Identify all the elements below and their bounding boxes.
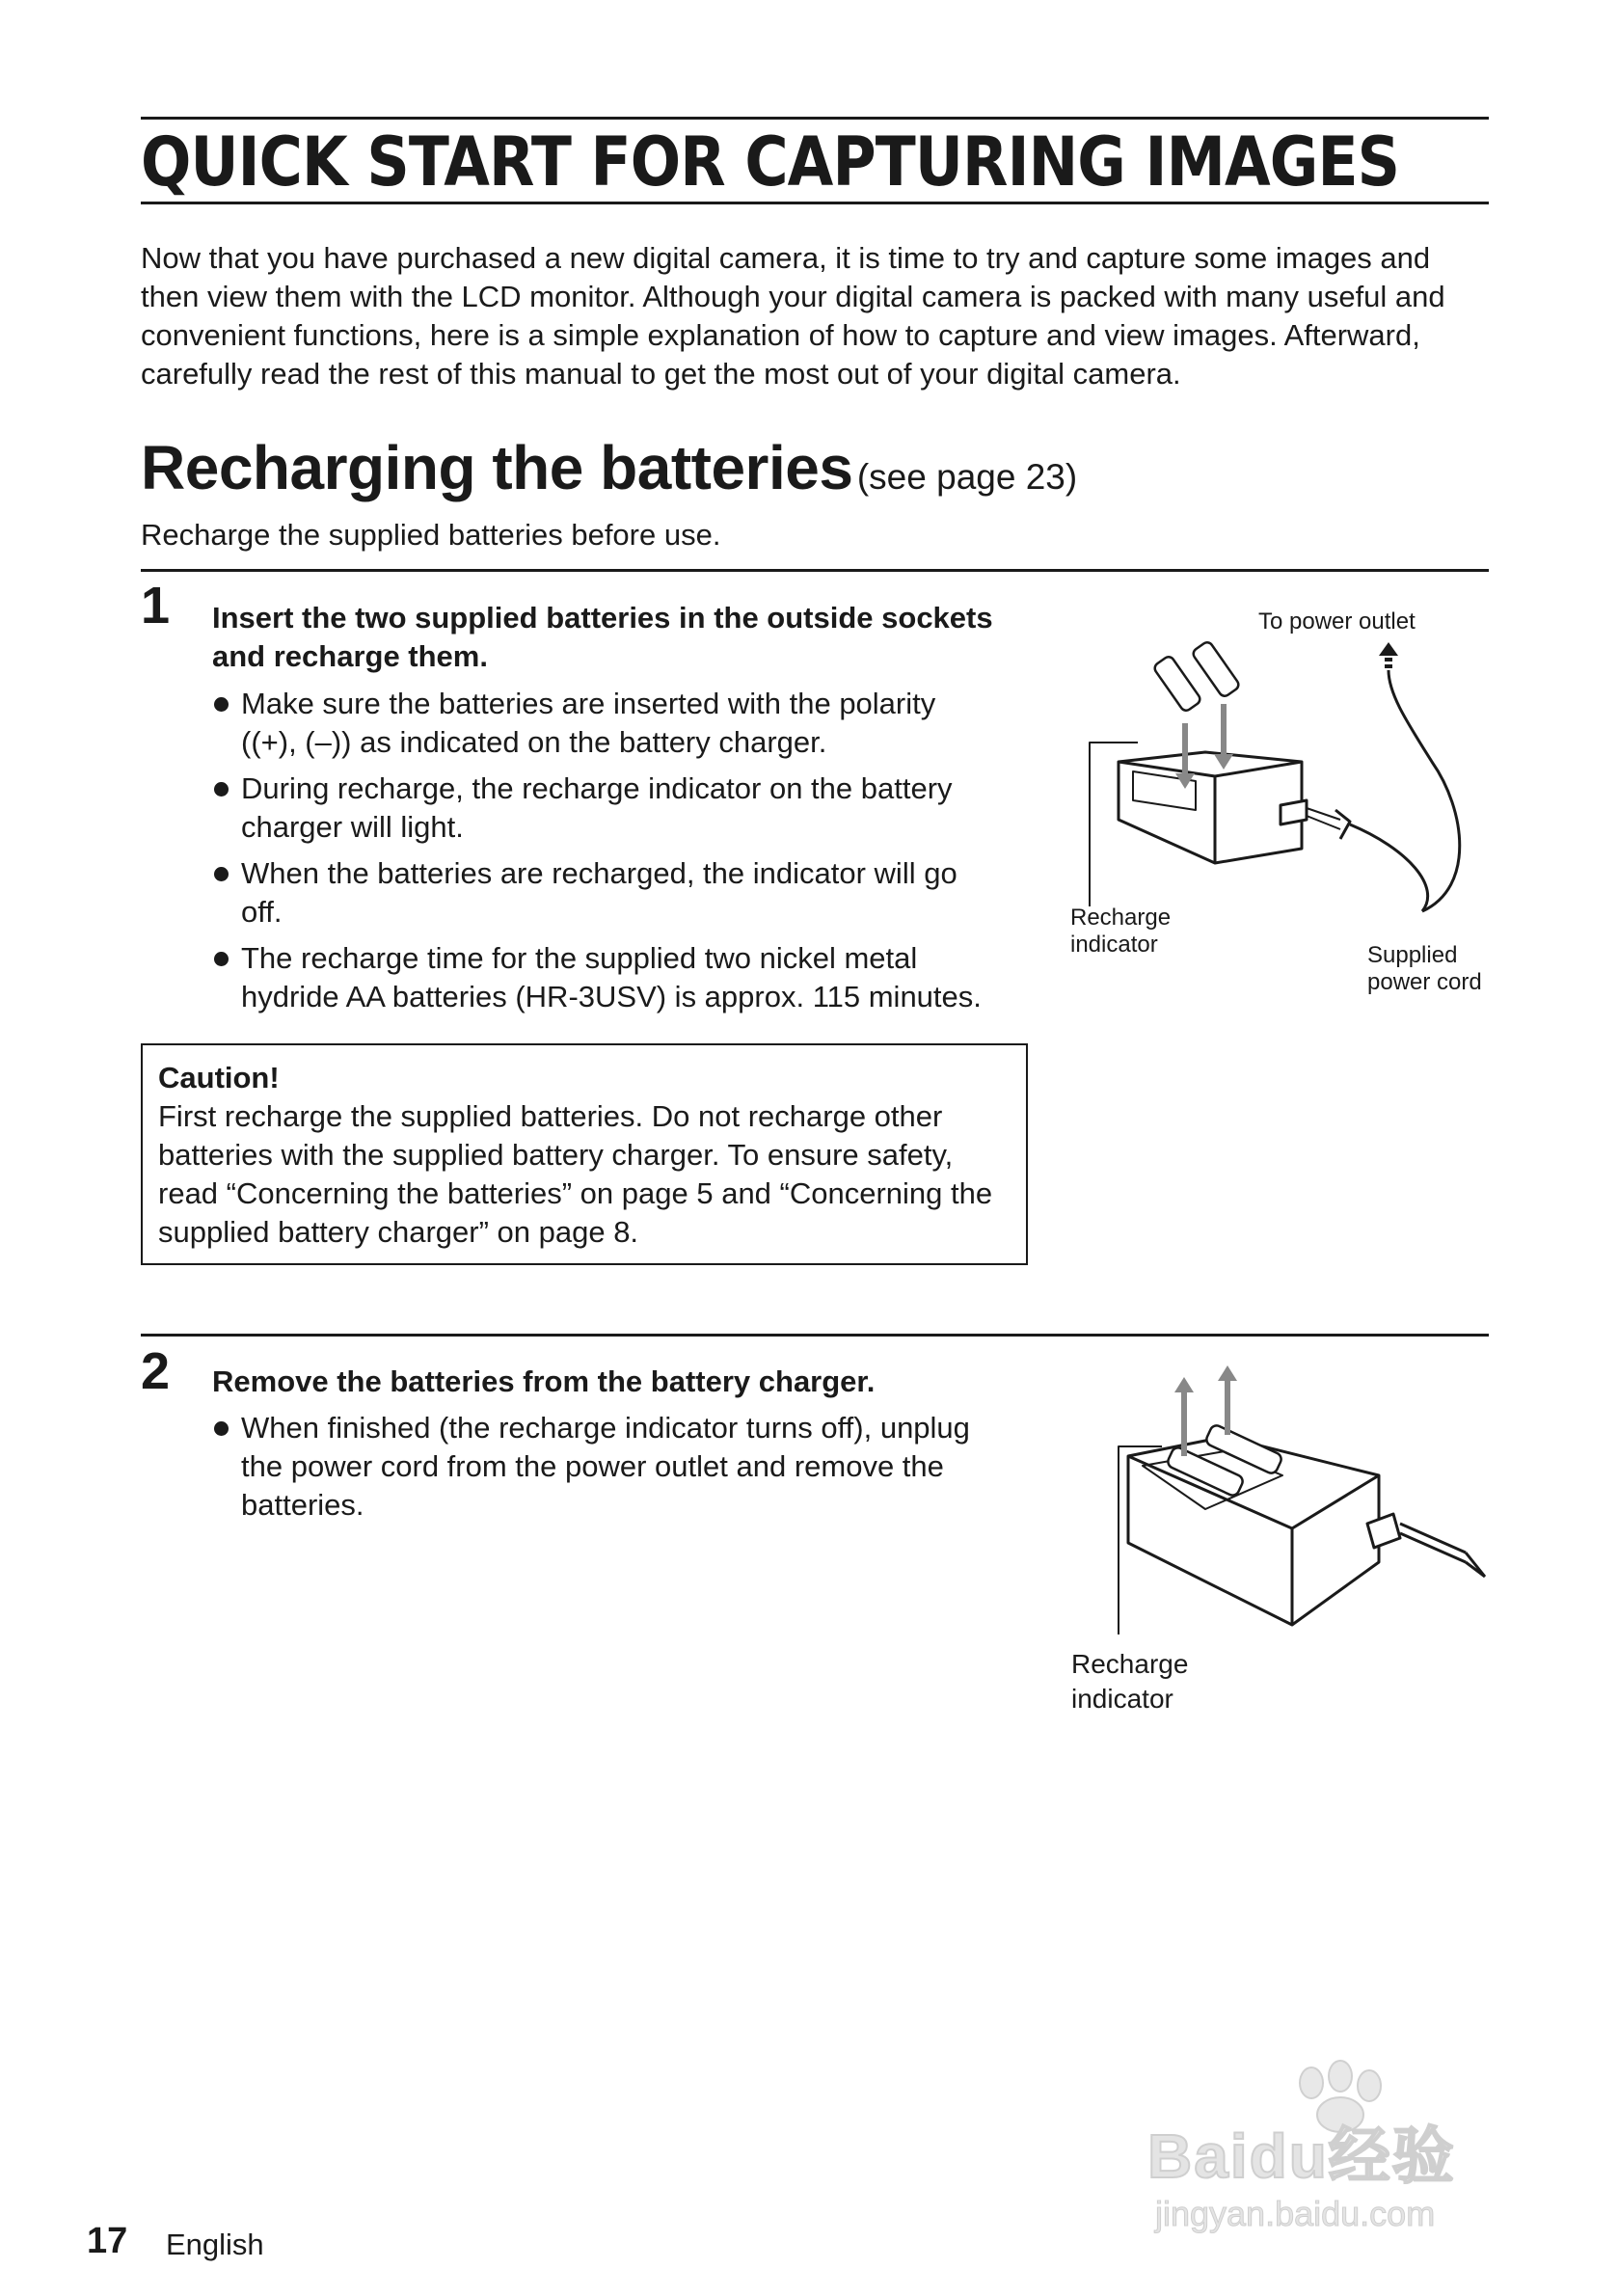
list-item: When finished (the recharge indicator turns off), unplug the power cord from the power outlet and remove the batteries. [212, 1409, 1041, 1525]
step-2-title: Remove the batteries from the battery charger. [212, 1364, 876, 1398]
title-top-rule [141, 117, 1489, 120]
section-page-ref: (see page 23) [856, 457, 1078, 497]
watermark-url: jingyan.baidu.com [1155, 2194, 1436, 2233]
caution-box [141, 1043, 1028, 1265]
caution-title: Caution! [158, 1061, 280, 1094]
page-number: 17 [87, 2221, 128, 2261]
list-item: When the batteries are recharged, the indicator will go off. [212, 854, 1041, 932]
figure-1-label-recharge-indicator: Recharge indicator [1070, 905, 1172, 958]
section-title: Recharging the batteries [141, 433, 853, 502]
step-1-bullet-list [212, 685, 1041, 1024]
arrow-up-icon [1379, 642, 1398, 668]
caution-text: First recharge the supplied batteries. Do not recharge other batteries with the supplied battery charger. To ensure safety, read “Concerning the batteries” on page 5 and “Concerning the supplied battery charger” on page 8. [158, 1099, 993, 1249]
section-subtitle: Recharge the supplied batteries before use. [141, 518, 721, 552]
figure-1-label-power-cord: Supplied power cord [1367, 942, 1482, 995]
battery-charger-illustration [1061, 1360, 1504, 1649]
list-item: Make sure the batteries are inserted with the polarity ((+), (–)) as indicated on the battery charger. [212, 685, 1041, 762]
title-bottom-rule [141, 202, 1489, 204]
battery-charger-illustration [1061, 617, 1504, 935]
figure-2-label-recharge-indicator: Recharge indicator [1071, 1649, 1189, 1714]
step-2-rule [141, 1334, 1489, 1337]
step-2-number: 2 [141, 1342, 171, 1400]
section-heading [141, 432, 1077, 503]
watermark-brand: Baidu经验 [1147, 2121, 1456, 2191]
page-language: English [166, 2228, 264, 2261]
battery-icon [1152, 640, 1240, 713]
step-1-rule [141, 569, 1489, 572]
step-1-number: 1 [141, 577, 171, 635]
step-2-bullet-list [212, 1409, 1041, 1532]
intro-paragraph: Now that you have purchased a new digital camera, it is time to try and capture some images and then view them with the LCD monitor. Although your digital camera is packed with many useful and convenient functions, here is a simple explanation of how to capture and view images. Afterward, carefully read the rest of this manual to get the most out of your digital camera. [141, 241, 1445, 391]
step-1-title-line1: Insert the two supplied batteries in the outside sockets [212, 601, 993, 635]
figure-1-label-power-outlet: To power outlet [1258, 608, 1416, 635]
list-item: The recharge time for the supplied two nickel metal hydride AA batteries (HR-3USV) is approx. 115 minutes. [212, 939, 1041, 1016]
step-1-title-line2: and recharge them. [212, 639, 488, 673]
page-title: QUICK START FOR CAPTURING IMAGES [141, 122, 1400, 202]
list-item: During recharge, the recharge indicator on the battery charger will light. [212, 770, 1041, 847]
